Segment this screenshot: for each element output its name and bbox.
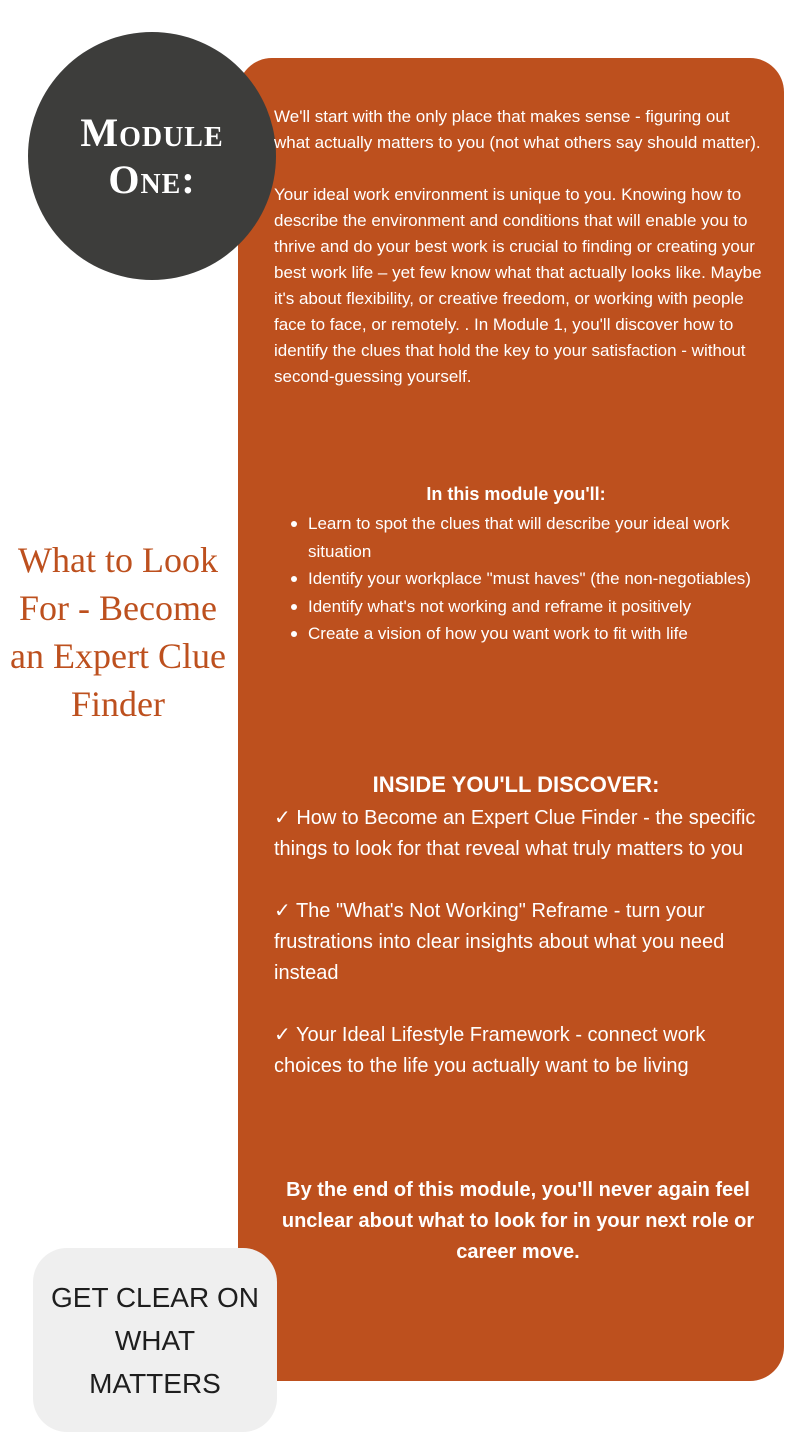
module-list-heading: In this module you'll: xyxy=(426,484,606,504)
intro-paragraph: We'll start with the only place that makes sense - figuring out what actually matters to you (not what others say should matter). xyxy=(274,107,761,152)
get-clear-button-label: GET CLEAR ON WHAT MATTERS xyxy=(51,1281,259,1399)
discover-heading: INSIDE YOU'LL DISCOVER: xyxy=(372,772,660,797)
module-list xyxy=(288,510,758,648)
discover-item: ✓ The "What's Not Working" Reframe - turn your frustrations into clear insights about what you need instead xyxy=(274,900,725,984)
intro-paragraph: Your ideal work environment is unique to you. Knowing how to describe the environment and conditions that will enable you to thrive and do your best work is crucial to finding or creating your best work life – yet few know what that actually looks like. Maybe it's about flexibility, or creative freedom, or working with people face to face, or remotely. . In Module 1, you'll discover how to identify the clues that hold the key to your satisfaction - without second-guessing yourself. xyxy=(274,185,762,386)
intro-text xyxy=(274,104,766,390)
closing-statement: By the end of this module, you'll never again feel unclear about what to look for in your next role or career move. xyxy=(281,1179,755,1263)
get-clear-button[interactable] xyxy=(33,1248,277,1432)
list-item: Identify your workplace "must haves" (the non-negotiables) xyxy=(288,565,758,593)
module-badge xyxy=(28,32,276,280)
badge-line-1: Module xyxy=(80,109,224,155)
module-title: What to Look For - Become an Expert Clue Finder xyxy=(10,540,226,724)
list-item: Learn to spot the clues that will describe your ideal work situation xyxy=(288,510,758,565)
discover-list xyxy=(274,803,764,1082)
discover-item: ✓ Your Ideal Lifestyle Framework - connect work choices to the life you actually want to be living xyxy=(274,1024,706,1077)
discover-item: ✓ How to Become an Expert Clue Finder - the specific things to look for that reveal what truly matters to you xyxy=(274,807,756,860)
list-item: Identify what's not working and reframe it positively xyxy=(288,593,758,621)
list-item: Create a vision of how you want work to fit with life xyxy=(288,620,758,648)
badge-line-2: One: xyxy=(108,157,196,202)
